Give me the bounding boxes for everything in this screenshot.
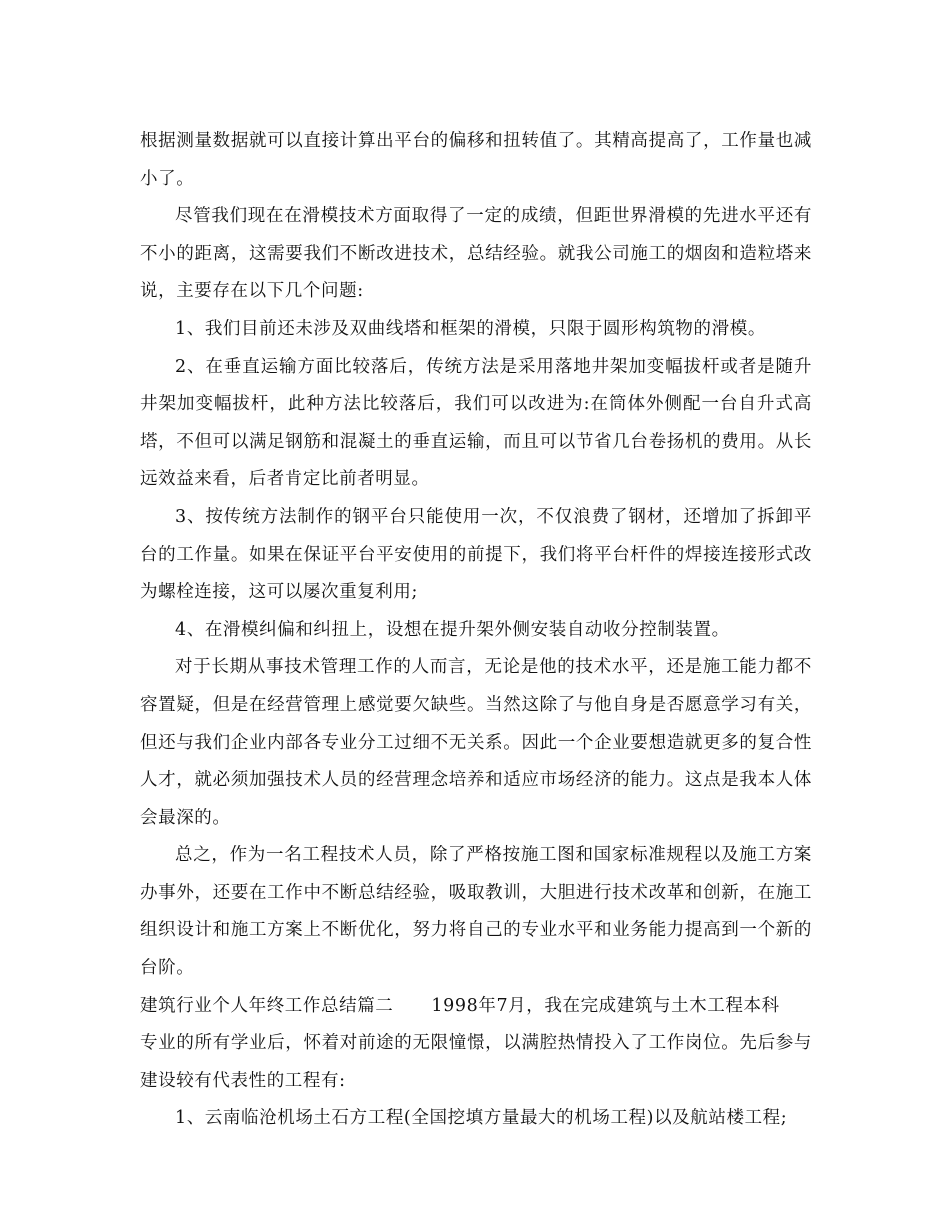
section-title: 建筑行业个人年终工作总结篇二 [140,995,394,1016]
paragraph-conclusion: 总之，作为一名工程技术人员，除了严格按施工图和国家标准规程以及施工方案办事外，还要在工作中不断总结经验，吸取教训，大胆进行技术改革和创新，在施工组织设计和施工方案上不断优化，努力将自己的专业水平和业务能力提高到一个新的台阶。 [140,845,812,979]
section-intro-continued: 专业的所有学业后，怀着对前途的无限憧憬，以满腔热情投入了工作岗位。先后参与建设较有代表性的工程有: [140,1033,812,1091]
document-page [140,123,812,1138]
list-item-1: 1、我们目前还未涉及双曲线塔和框架的滑模，只限于圆形构筑物的滑模。 [175,318,766,339]
section-intro-start: 1998年7月，我在完成建筑与土木工程本科 [431,995,780,1016]
paragraph-2: 尽管我们现在在滑模技术方面取得了一定的成绩，但距世界滑模的先进水平还有不小的距离，这需要我们不断改进技术，总结经验。就我公司施工的烟囱和造粒塔来说，主要存在以下几个问题: [140,206,812,302]
project-item-1: 1、云南临沧机场土石方工程(全国挖填方量最大的机场工程)以及航站楼工程; [175,1108,788,1129]
list-item-4: 4、在滑模纠偏和纠扭上，设想在提升架外侧安装自动收分控制装置。 [175,619,730,640]
list-item-2: 2、在垂直运输方面比较落后，传统方法是采用落地井架加变幅拔杆或者是随升井架加变幅拔杆，此种方法比较落后，我们可以改进为:在筒体外侧配一台自升式高塔，不但可以满足钢筋和混凝土的垂直运输，而且可以节省几台卷扬机的费用。从长远效益来看，后者肯定比前者明显。 [140,356,812,490]
paragraph-management: 对于长期从事技术管理工作的人而言，无论是他的技术水平，还是施工能力都不容置疑，但是在经营管理上感觉要欠缺些。当然这除了与他自身是否愿意学习有关，但还与我们企业内部各专业分工过细不无关系。因此一个企业要想造就更多的复合性人才，就必须加强技术人员的经营理念培养和适应市场经济的能力。这点是我本人体会最深的。 [140,657,812,828]
list-item-3: 3、按传统方法制作的钢平台只能使用一次，不仅浪费了钢材，还增加了拆卸平台的工作量。如果在保证平台平安使用的前提下，我们将平台杆件的焊接连接形式改为螺栓连接，这可以屡次重复利用; [140,506,812,603]
section-heading-line [140,988,812,1026]
paragraph-1: 根据测量数据就可以直接计算出平台的偏移和扭转值了。其精高提高了，工作量也减小了。 [140,131,812,189]
